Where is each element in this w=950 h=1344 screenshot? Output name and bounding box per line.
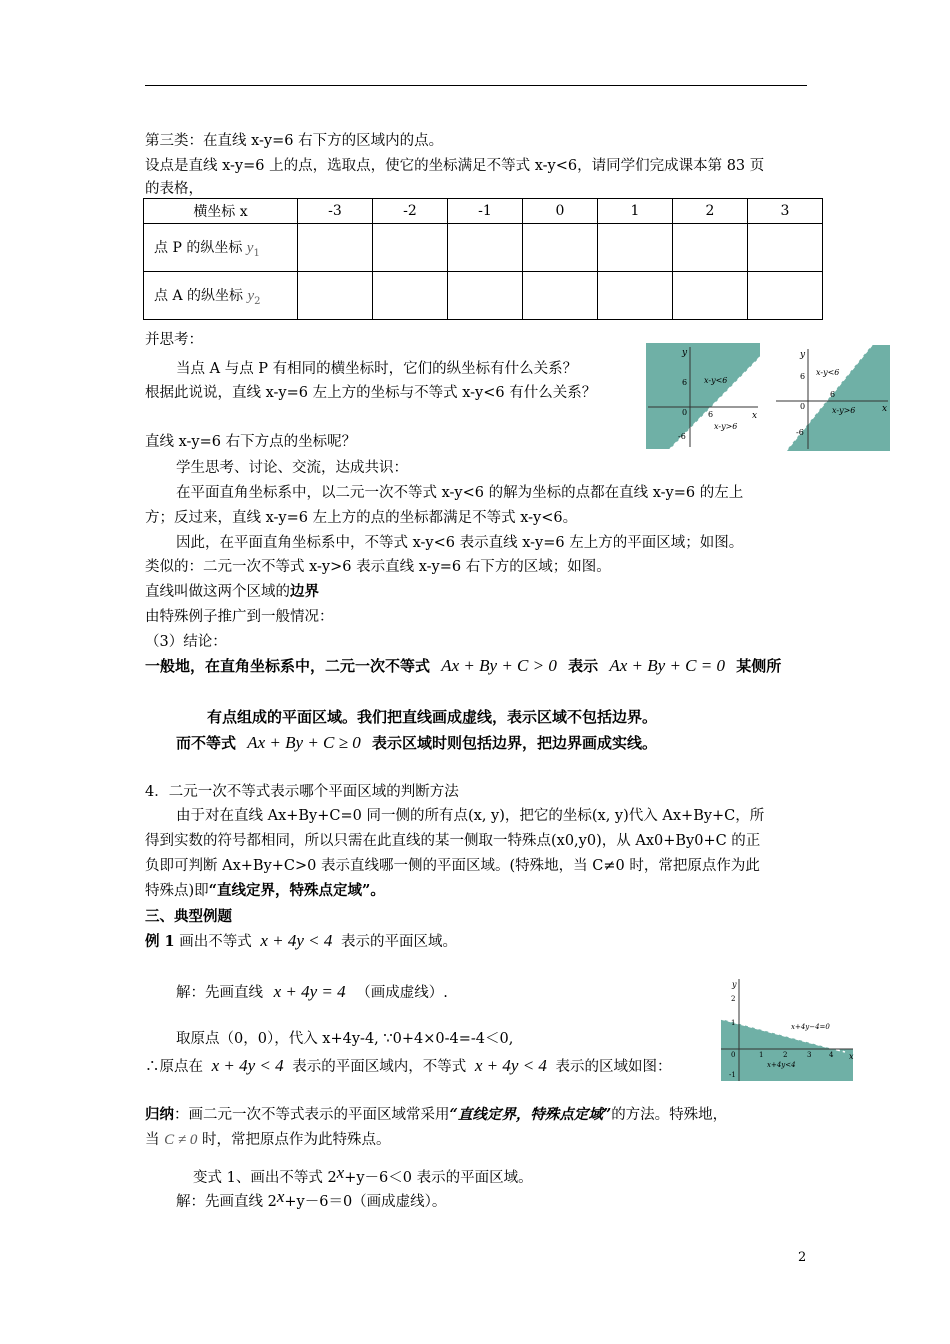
table-x-value: 3	[748, 199, 823, 224]
table-row	[144, 199, 823, 224]
tick-label: 6	[830, 390, 836, 399]
region-label: x-y<6	[816, 368, 840, 377]
method-title: 4．二元一次不等式表示哪个平面区域的判断方法	[145, 784, 459, 800]
method-p3: 负即可判断 Ax+By+C>0 表示直线哪一侧的平面区域。(特殊地，当 C≠0 时，常把原点作为此	[145, 858, 760, 874]
figure-region-lt	[646, 343, 760, 449]
summary-line-1: 归纳：画二元一次不等式表示的平面区域常采用“直线定界，特殊点定域”的方法。特殊地，	[145, 1106, 728, 1123]
conclusion-line-2: 有点组成的平面区域。我们把直线画成虚线，表示区域不包括边界。	[207, 708, 658, 726]
table-row	[144, 272, 823, 320]
table-x-value: -1	[448, 199, 523, 224]
consensus-2: 因此，在平面直角坐标系中，不等式 x-y<6 表示直线 x-y=6 左上方的平面区域；如图。	[176, 535, 744, 551]
table-x-value: -3	[298, 199, 373, 224]
method-p2: 得到实数的符号都相同，所以只需在此直线的某一侧取一特殊点(x0,y0)，从 Ax0+By0+C 的正	[145, 833, 761, 849]
table-header-label: 横坐标 x	[144, 199, 298, 224]
region-label: x+4y<4	[767, 1061, 796, 1069]
tick-label: 1	[731, 1019, 736, 1027]
discuss-text: 学生思考、讨论、交流，达成共识：	[176, 460, 408, 476]
region-label: x-y>6	[714, 422, 738, 431]
think-q3: 直线 x-y=6 右下方点的坐标呢？	[145, 434, 357, 450]
consensus-1a: 在平面直角坐标系中，以二元一次不等式 x-y<6 的解为坐标的点都在直线 x-y=6 的左上	[176, 485, 744, 501]
tick-label: -6	[678, 432, 686, 441]
tick-label: 0	[800, 402, 806, 411]
header-rule	[145, 85, 807, 86]
line-label: x+4y−4=0	[791, 1023, 830, 1031]
tick-label: 1	[759, 1051, 764, 1059]
table-x-value: 0	[523, 199, 598, 224]
row-label-p: 点 P 的纵坐标 $y_1$	[144, 224, 298, 272]
conclusion-label: （3）结论：	[145, 634, 227, 650]
region-label: x-y<6	[704, 376, 728, 385]
axis-label: x	[752, 411, 758, 421]
tick-label: 6	[682, 378, 688, 387]
section-title: 三、典型例题	[145, 908, 232, 925]
region-label: x-y>6	[832, 406, 856, 415]
method-p1: 由于对在直线 Ax+By+C=0 同一侧的所有点(x, y)，把它的坐标(x, y)代入 Ax+By+C，所	[176, 808, 765, 824]
axis-label: y	[800, 350, 806, 360]
table-x-value: 1	[598, 199, 673, 224]
tick-label: 6	[708, 410, 714, 419]
tick-label: 0	[682, 408, 688, 417]
tick-label: 2	[731, 995, 736, 1003]
tick-label: -1	[729, 1071, 736, 1079]
variant-1-solution: 解：先画直线 2x+y－6＝0（画成虚线）。	[176, 1187, 447, 1210]
think-heading: 并思考：	[145, 332, 203, 348]
example-1-solution: 解：先画直线 x + 4y = 4 （画成虚线）.	[176, 982, 448, 1001]
tick-label: 4	[829, 1051, 834, 1059]
consensus-3: 类似的：二元一次不等式 x-y>6 表示直线 x-y=6 右下方的区域；如图。	[145, 559, 611, 575]
tick-label: 0	[731, 1051, 736, 1059]
row-label-a: 点 A 的纵坐标 $y_2$	[144, 272, 298, 320]
figure-region-gt	[774, 345, 890, 451]
conclusion-line-1: 一般地，在直角坐标系中，二元一次不等式 Ax + By + C > 0 表示 Ax + By + C = 0 某侧所	[145, 656, 782, 675]
table-row	[144, 224, 823, 272]
axis-label: y	[732, 980, 737, 989]
think-q2: 根据此说说，直线 x-y=6 左上方的坐标与不等式 x-y<6 有什么关系？	[145, 385, 597, 401]
class3-text: 第三类：在直线 x-y=6 右下方的区域内的点。	[145, 133, 444, 149]
tick-label: 3	[807, 1051, 812, 1059]
tick-label: 6	[800, 372, 806, 381]
origin-conclusion: ∴原点在 x + 4y < 4 表示的平面区域内，不等式 x + 4y < 4 表示的区域如图：	[145, 1056, 672, 1075]
consensus-1b: 方；反过来，直线 x-y=6 左上方的点的坐标都满足不等式 x-y<6。	[145, 510, 578, 526]
generalize-text: 由特殊例子推广到一般情况：	[145, 609, 334, 625]
setup-text-b: 的表格，	[145, 181, 203, 197]
figure-example-1	[717, 977, 857, 1085]
axis-label: x	[882, 404, 888, 414]
example-1: 例 1 画出不等式 x + 4y < 4 表示的平面区域。	[145, 931, 458, 950]
axis-label: y	[682, 348, 688, 358]
summary-line-2: 当 C ≠ 0 时，常把原点作为此特殊点。	[145, 1132, 391, 1148]
method-p4: 特殊点)即“直线定界，特殊点定域”。	[145, 882, 385, 899]
table-x-value: -2	[373, 199, 448, 224]
axis-label: x	[849, 1052, 854, 1061]
conclusion-line-3: 而不等式 Ax + By + C ≥ 0 表示区域时则包括边界，把边界画成实线。	[176, 733, 657, 752]
variant-1: 变式 1、画出不等式 2x+y－6＜0 表示的平面区域。	[193, 1163, 533, 1186]
tick-label: 2	[783, 1051, 788, 1059]
origin-test: 取原点（0，0），代入 x+4y-4, ∵0+4×0-4=-4＜0,	[176, 1031, 514, 1047]
page-number: 2	[798, 1250, 807, 1265]
think-q1: 当点 A 与点 P 有相同的横坐标时，它们的纵坐标有什么关系？	[176, 361, 578, 377]
coordinate-table	[143, 198, 823, 320]
boundary-text: 直线叫做这两个区域的边界	[145, 583, 319, 600]
table-x-value: 2	[673, 199, 748, 224]
tick-label: -6	[796, 428, 804, 437]
setup-text-a: 设点是直线 x-y=6 上的点，选取点，使它的坐标满足不等式 x-y<6，请同学们完成课本第 83 页	[145, 158, 765, 174]
